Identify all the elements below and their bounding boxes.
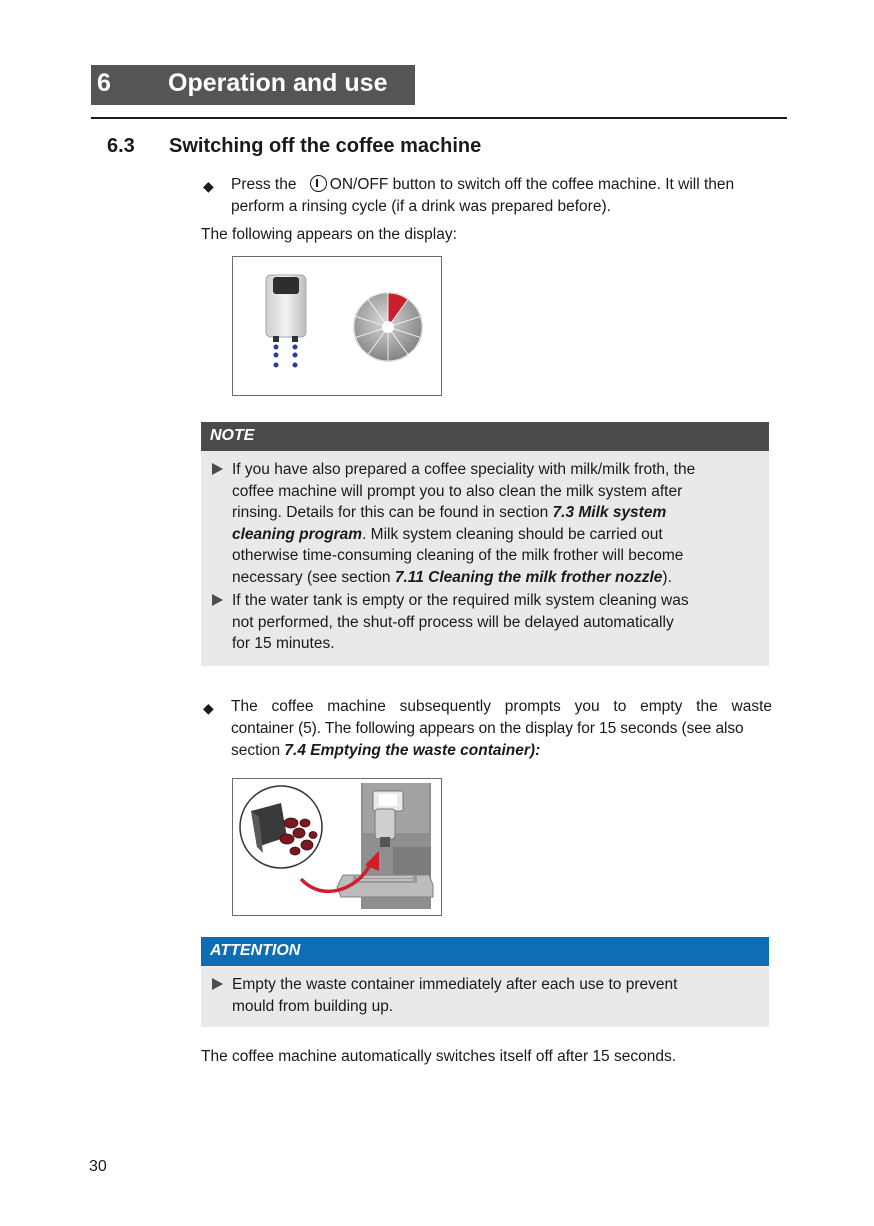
power-button-icon: [310, 175, 327, 192]
rinsing-display-illustration: [233, 257, 440, 394]
page-number: 30: [89, 1158, 107, 1175]
closing-text: The coffee machine automatically switches itself off after 15 seconds.: [201, 1048, 677, 1065]
display-intro-text: The following appears on the display:: [201, 226, 457, 243]
section-number: 6.3: [107, 135, 135, 157]
rinsing-display-figure: [232, 256, 442, 396]
onoff-button-label: ON/OFF: [329, 176, 389, 193]
step-1-line-1: Press the ON/OFF button to switch off the coffee machine. It will then: [231, 176, 735, 193]
arrow-right-icon: [212, 594, 223, 606]
step-2-line-2: container (5). The following appears on the display for 15 seconds (see also: [231, 720, 744, 737]
note-item-1: If you have also prepared a coffee speciality with milk/milk froth, the coffee machine will prompt you to also clean the milk system after rinsing. Details for this can be found in section 7.3 Milk system cleaning program. Milk system cleaning should be carried out otherwise time-consuming cleaning of the milk frother will become necessary (see section 7.11 Cleaning the milk frother nozzle).: [201, 459, 769, 588]
bullet-diamond-icon: ◆: [203, 178, 214, 194]
chapter-header: [91, 65, 415, 105]
arrow-right-icon: [212, 978, 223, 990]
rinsing-progress-icon: [354, 293, 422, 361]
waste-container-illustration: [233, 779, 440, 914]
note-box: [201, 422, 769, 666]
arrow-right-icon: [212, 463, 223, 475]
bullet-diamond-icon: ◆: [203, 700, 214, 716]
step-1-line-2: perform a rinsing cycle (if a drink was prepared before).: [231, 198, 611, 215]
chapter-title: Operation and use: [168, 69, 388, 97]
step-2-line-1: The coffee machine subsequently prompts you to empty the waste: [231, 698, 772, 715]
chapter-divider: [91, 117, 787, 119]
coffee-machine-icon: [337, 783, 433, 909]
waste-container-icon: [240, 786, 322, 868]
waste-container-figure: [232, 778, 442, 916]
attention-heading: ATTENTION: [201, 937, 769, 966]
note-item-2: If the water tank is empty or the required milk system cleaning was not performed, the shut-off process will be delayed automatically for 15 minutes.: [201, 590, 769, 655]
attention-item: Empty the waste container immediately after each use to prevent mould from building up.: [201, 974, 769, 1017]
step-2-line-3: section 7.4 Emptying the waste container):: [231, 742, 541, 759]
note-heading: NOTE: [201, 422, 769, 451]
section-ref-7-11: 7.11 Cleaning the milk frother nozzle: [394, 568, 663, 586]
coffee-outlet-icon: [266, 275, 306, 368]
chapter-number: 6: [97, 69, 111, 97]
section-title: Switching off the coffee machine: [169, 135, 482, 157]
section-ref-7-4: 7.4 Emptying the waste container):: [284, 742, 541, 759]
attention-box: [201, 937, 769, 1027]
section-ref-7-3: 7.3 Milk system: [552, 504, 667, 521]
